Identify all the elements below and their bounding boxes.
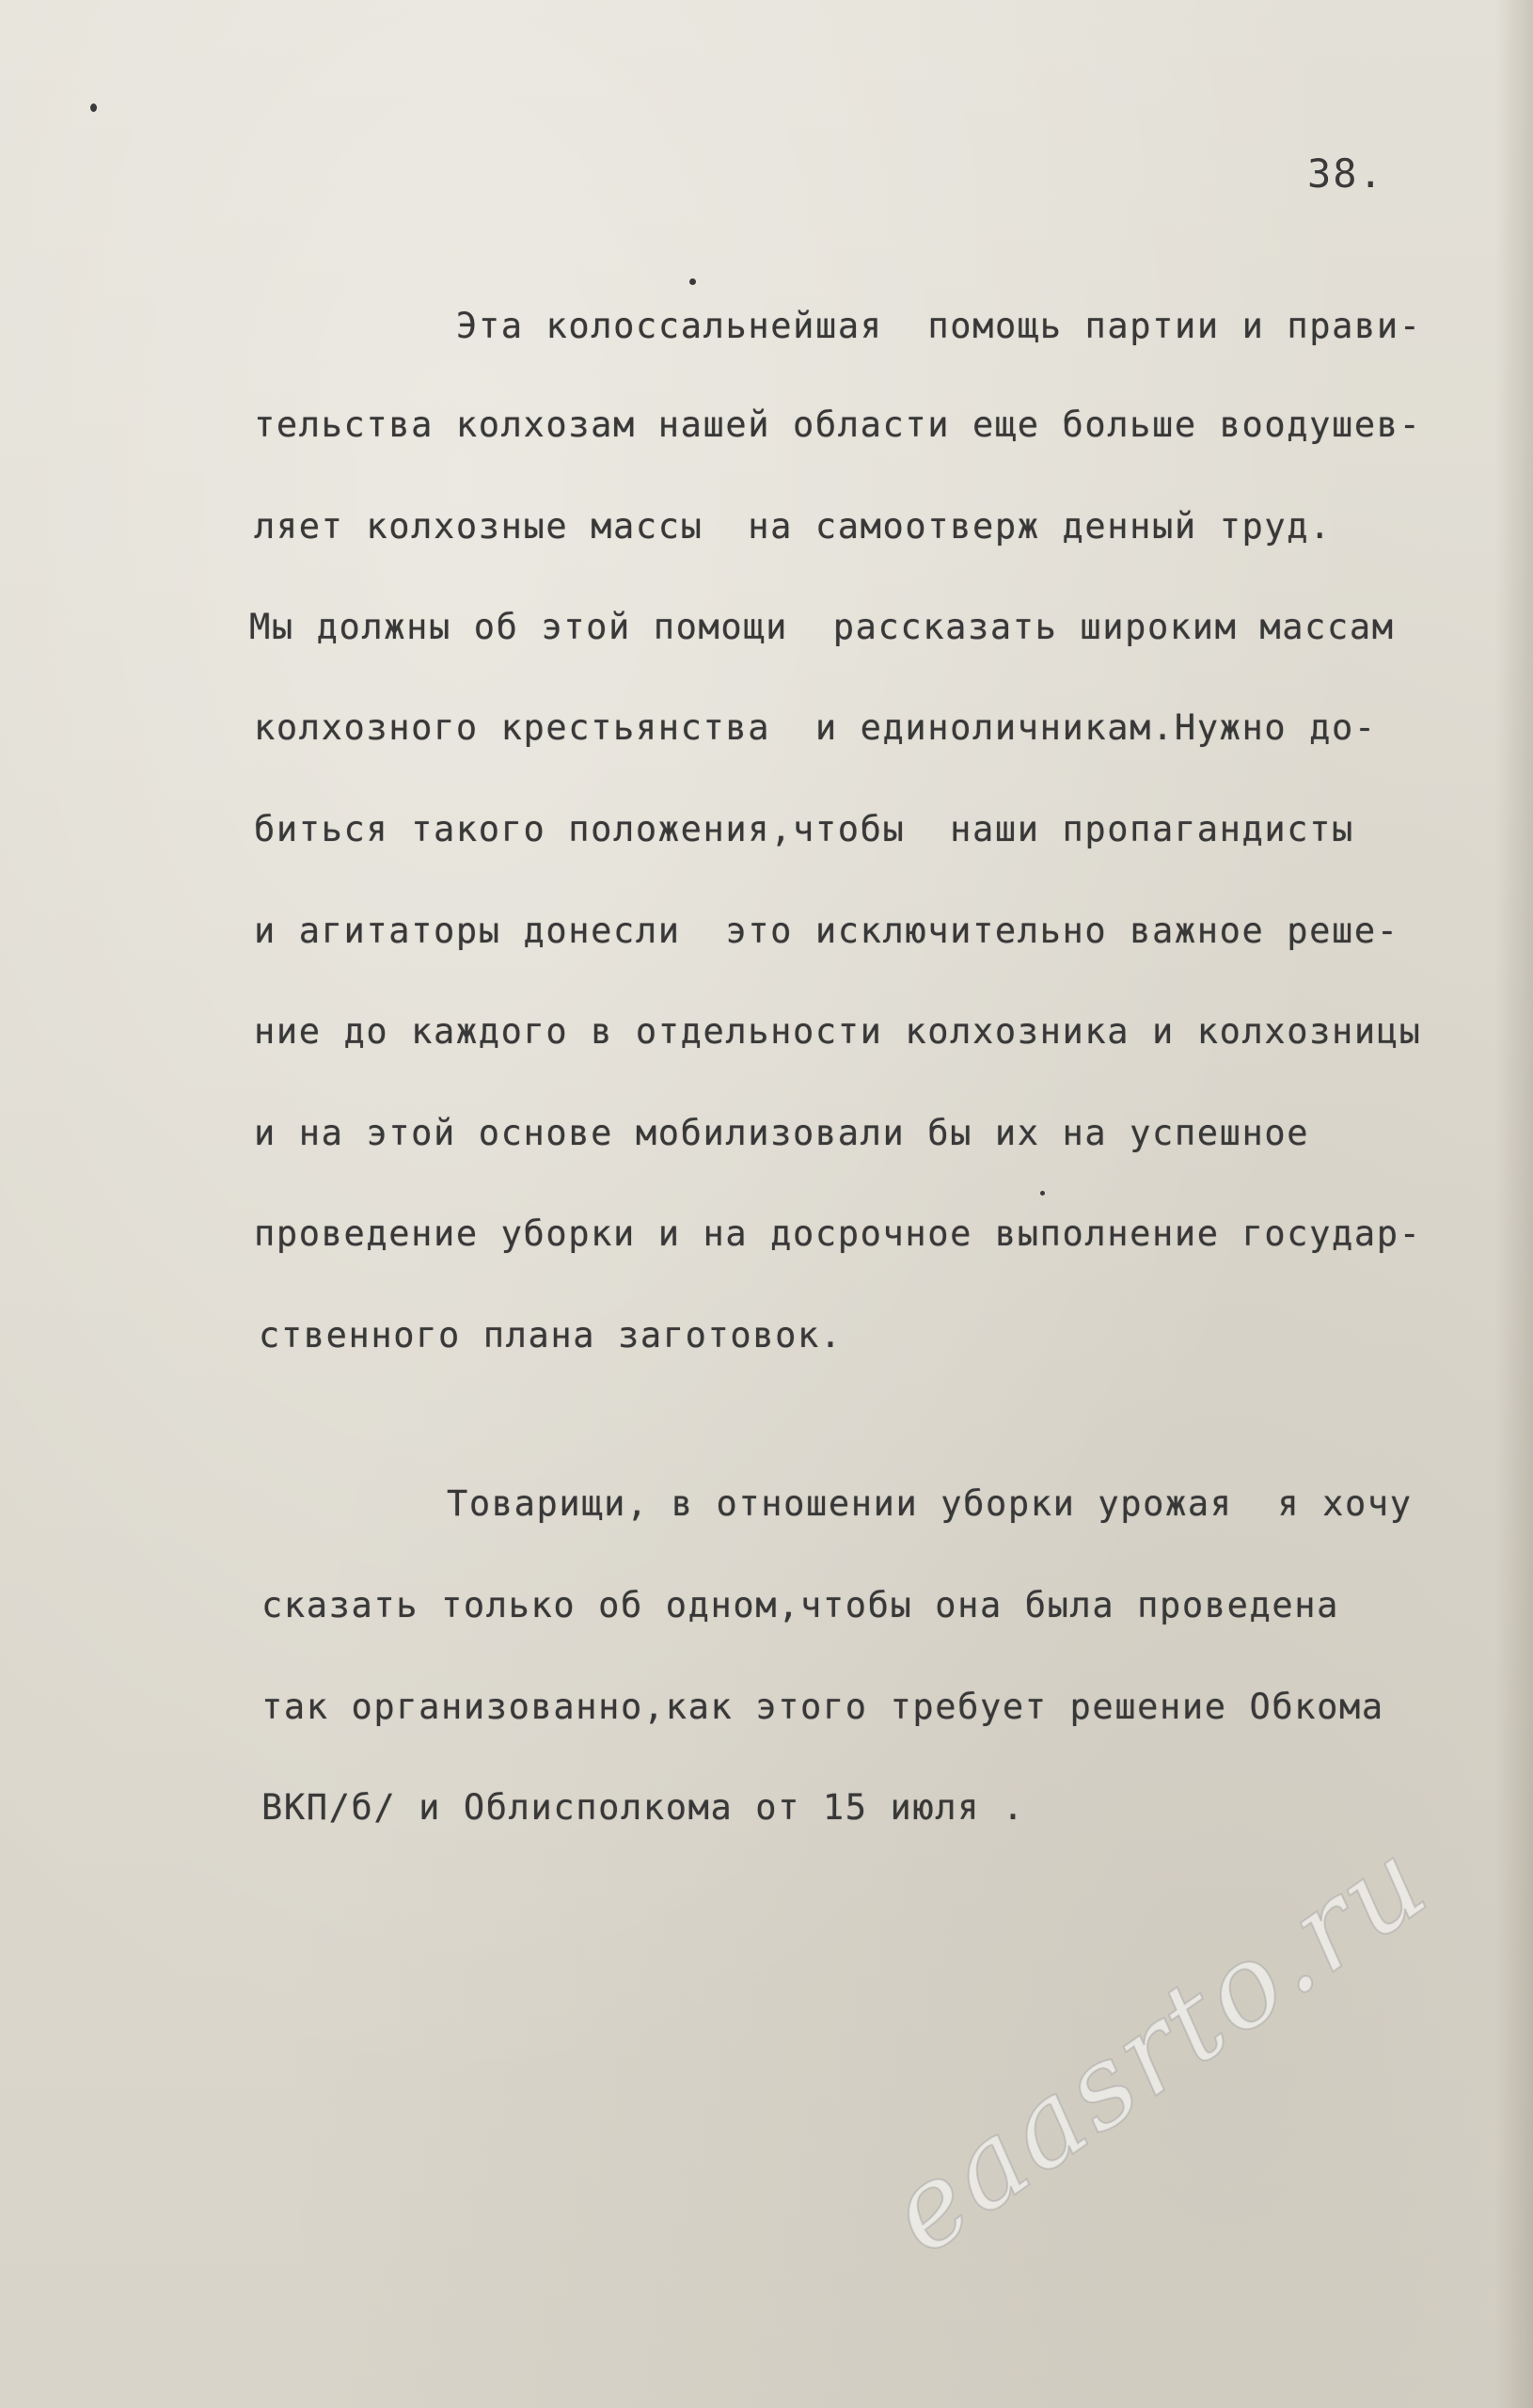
ink-speck <box>689 278 696 285</box>
text-line: Эта колоссальнейшая помощь партии и прави- <box>456 306 1422 346</box>
text-line: ние до каждого в отдельности колхозника и колхозницы <box>254 1011 1422 1052</box>
page-edge-shadow <box>1495 0 1533 2408</box>
text-line: ляет колхозные массы на самоотверж денный труд. <box>254 506 1333 547</box>
text-line: и агитаторы донесли это исключительно важное реше- <box>254 911 1399 951</box>
text-line: биться такого положения,чтобы наши пропагандисты <box>254 809 1354 849</box>
page-number: 38. <box>1307 150 1384 197</box>
text-line: тельства колхозам нашей области еще больше воодушев- <box>254 404 1422 445</box>
ink-speck <box>90 103 97 112</box>
text-line: ВКП/б/ и Облисполкома от 15 июля . <box>261 1787 1025 1828</box>
text-line: сказать только об одном,чтобы она была проведена <box>261 1585 1340 1625</box>
text-line: так организованно,как этого требует решение Обкома <box>261 1687 1384 1727</box>
ink-speck <box>1040 1191 1045 1196</box>
text-line: проведение уборки и на досрочное выполнение государ- <box>254 1213 1422 1254</box>
text-line: ственного плана заготовок. <box>259 1315 843 1355</box>
text-line: Товарищи, в отношении уборки урожая я хочу <box>447 1483 1413 1524</box>
text-line: и на этой основе мобилизовали бы их на успешное <box>254 1113 1310 1153</box>
watermark: eaasrto.ru <box>865 1814 1452 2280</box>
text-line: колхозного крестьянства и единоличникам.Нужно до- <box>254 707 1377 748</box>
text-line: Мы должны об этой помощи рассказать широким массам <box>249 607 1395 647</box>
